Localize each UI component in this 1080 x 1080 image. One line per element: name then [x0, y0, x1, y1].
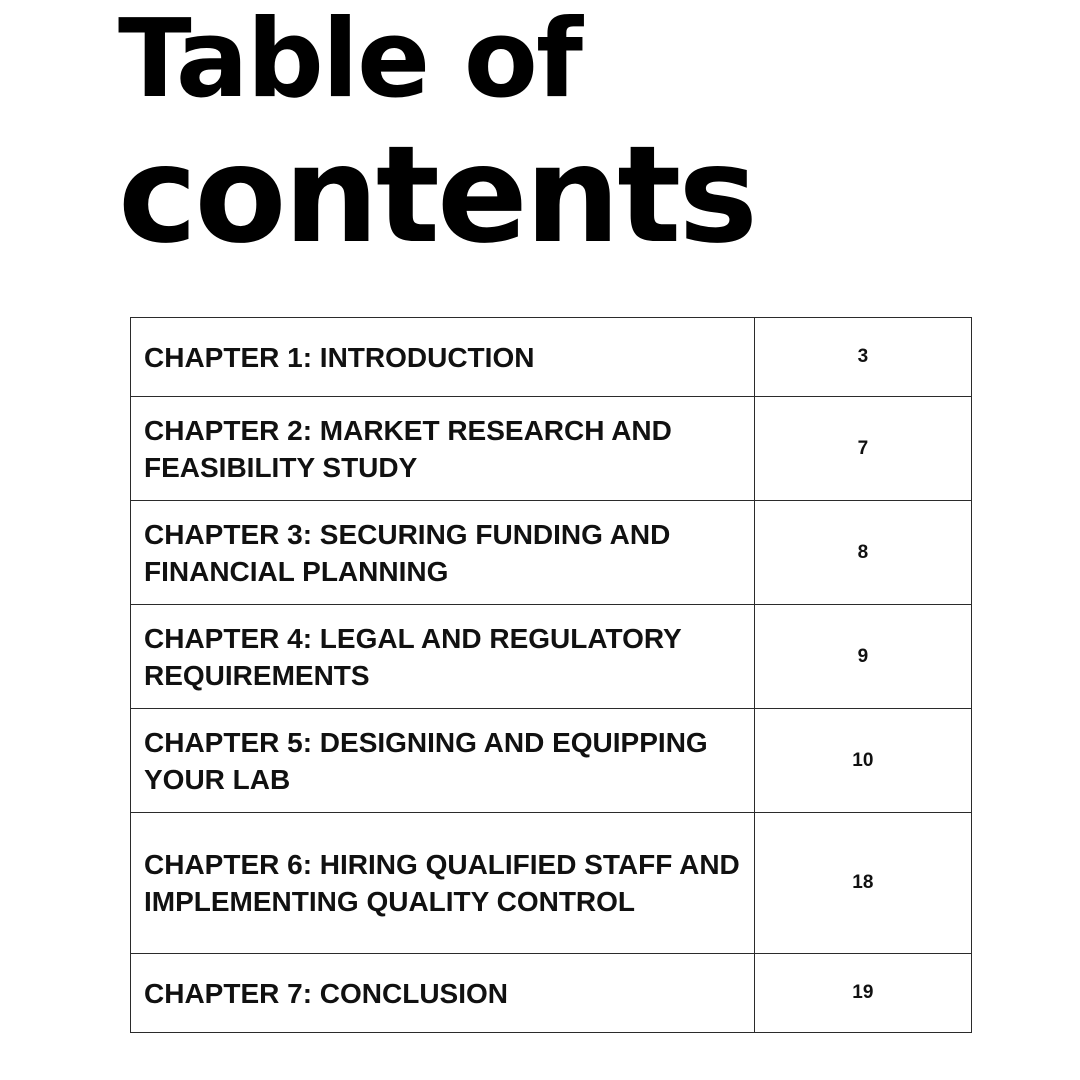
chapter-title: CHAPTER 5: DESIGNING AND EQUIPPING YOUR LAB	[131, 709, 755, 813]
table-of-contents	[130, 317, 972, 1033]
table-row	[131, 954, 972, 1033]
chapter-title: CHAPTER 7: CONCLUSION	[131, 954, 755, 1033]
chapter-title: CHAPTER 6: HIRING QUALIFIED STAFF AND IMPLEMENTING QUALITY CONTROL	[131, 813, 755, 954]
chapter-title: CHAPTER 1: INTRODUCTION	[131, 318, 755, 397]
page-title-line-2: contents	[118, 117, 756, 273]
page-number: 18	[754, 813, 971, 954]
chapter-title: CHAPTER 3: SECURING FUNDING AND FINANCIAL PLANNING	[131, 501, 755, 605]
page-title-line-1: Table of	[118, 0, 581, 122]
table-row	[131, 318, 972, 397]
table-row	[131, 397, 972, 501]
chapter-title: CHAPTER 4: LEGAL AND REGULATORY REQUIREMENTS	[131, 605, 755, 709]
page-number: 8	[754, 501, 971, 605]
table-row	[131, 605, 972, 709]
page-number: 3	[754, 318, 971, 397]
table-row	[131, 501, 972, 605]
chapter-title: CHAPTER 2: MARKET RESEARCH AND FEASIBILITY STUDY	[131, 397, 755, 501]
page-number: 19	[754, 954, 971, 1033]
page-number: 9	[754, 605, 971, 709]
page-number: 7	[754, 397, 971, 501]
table-row	[131, 709, 972, 813]
page-number: 10	[754, 709, 971, 813]
table-row	[131, 813, 972, 954]
